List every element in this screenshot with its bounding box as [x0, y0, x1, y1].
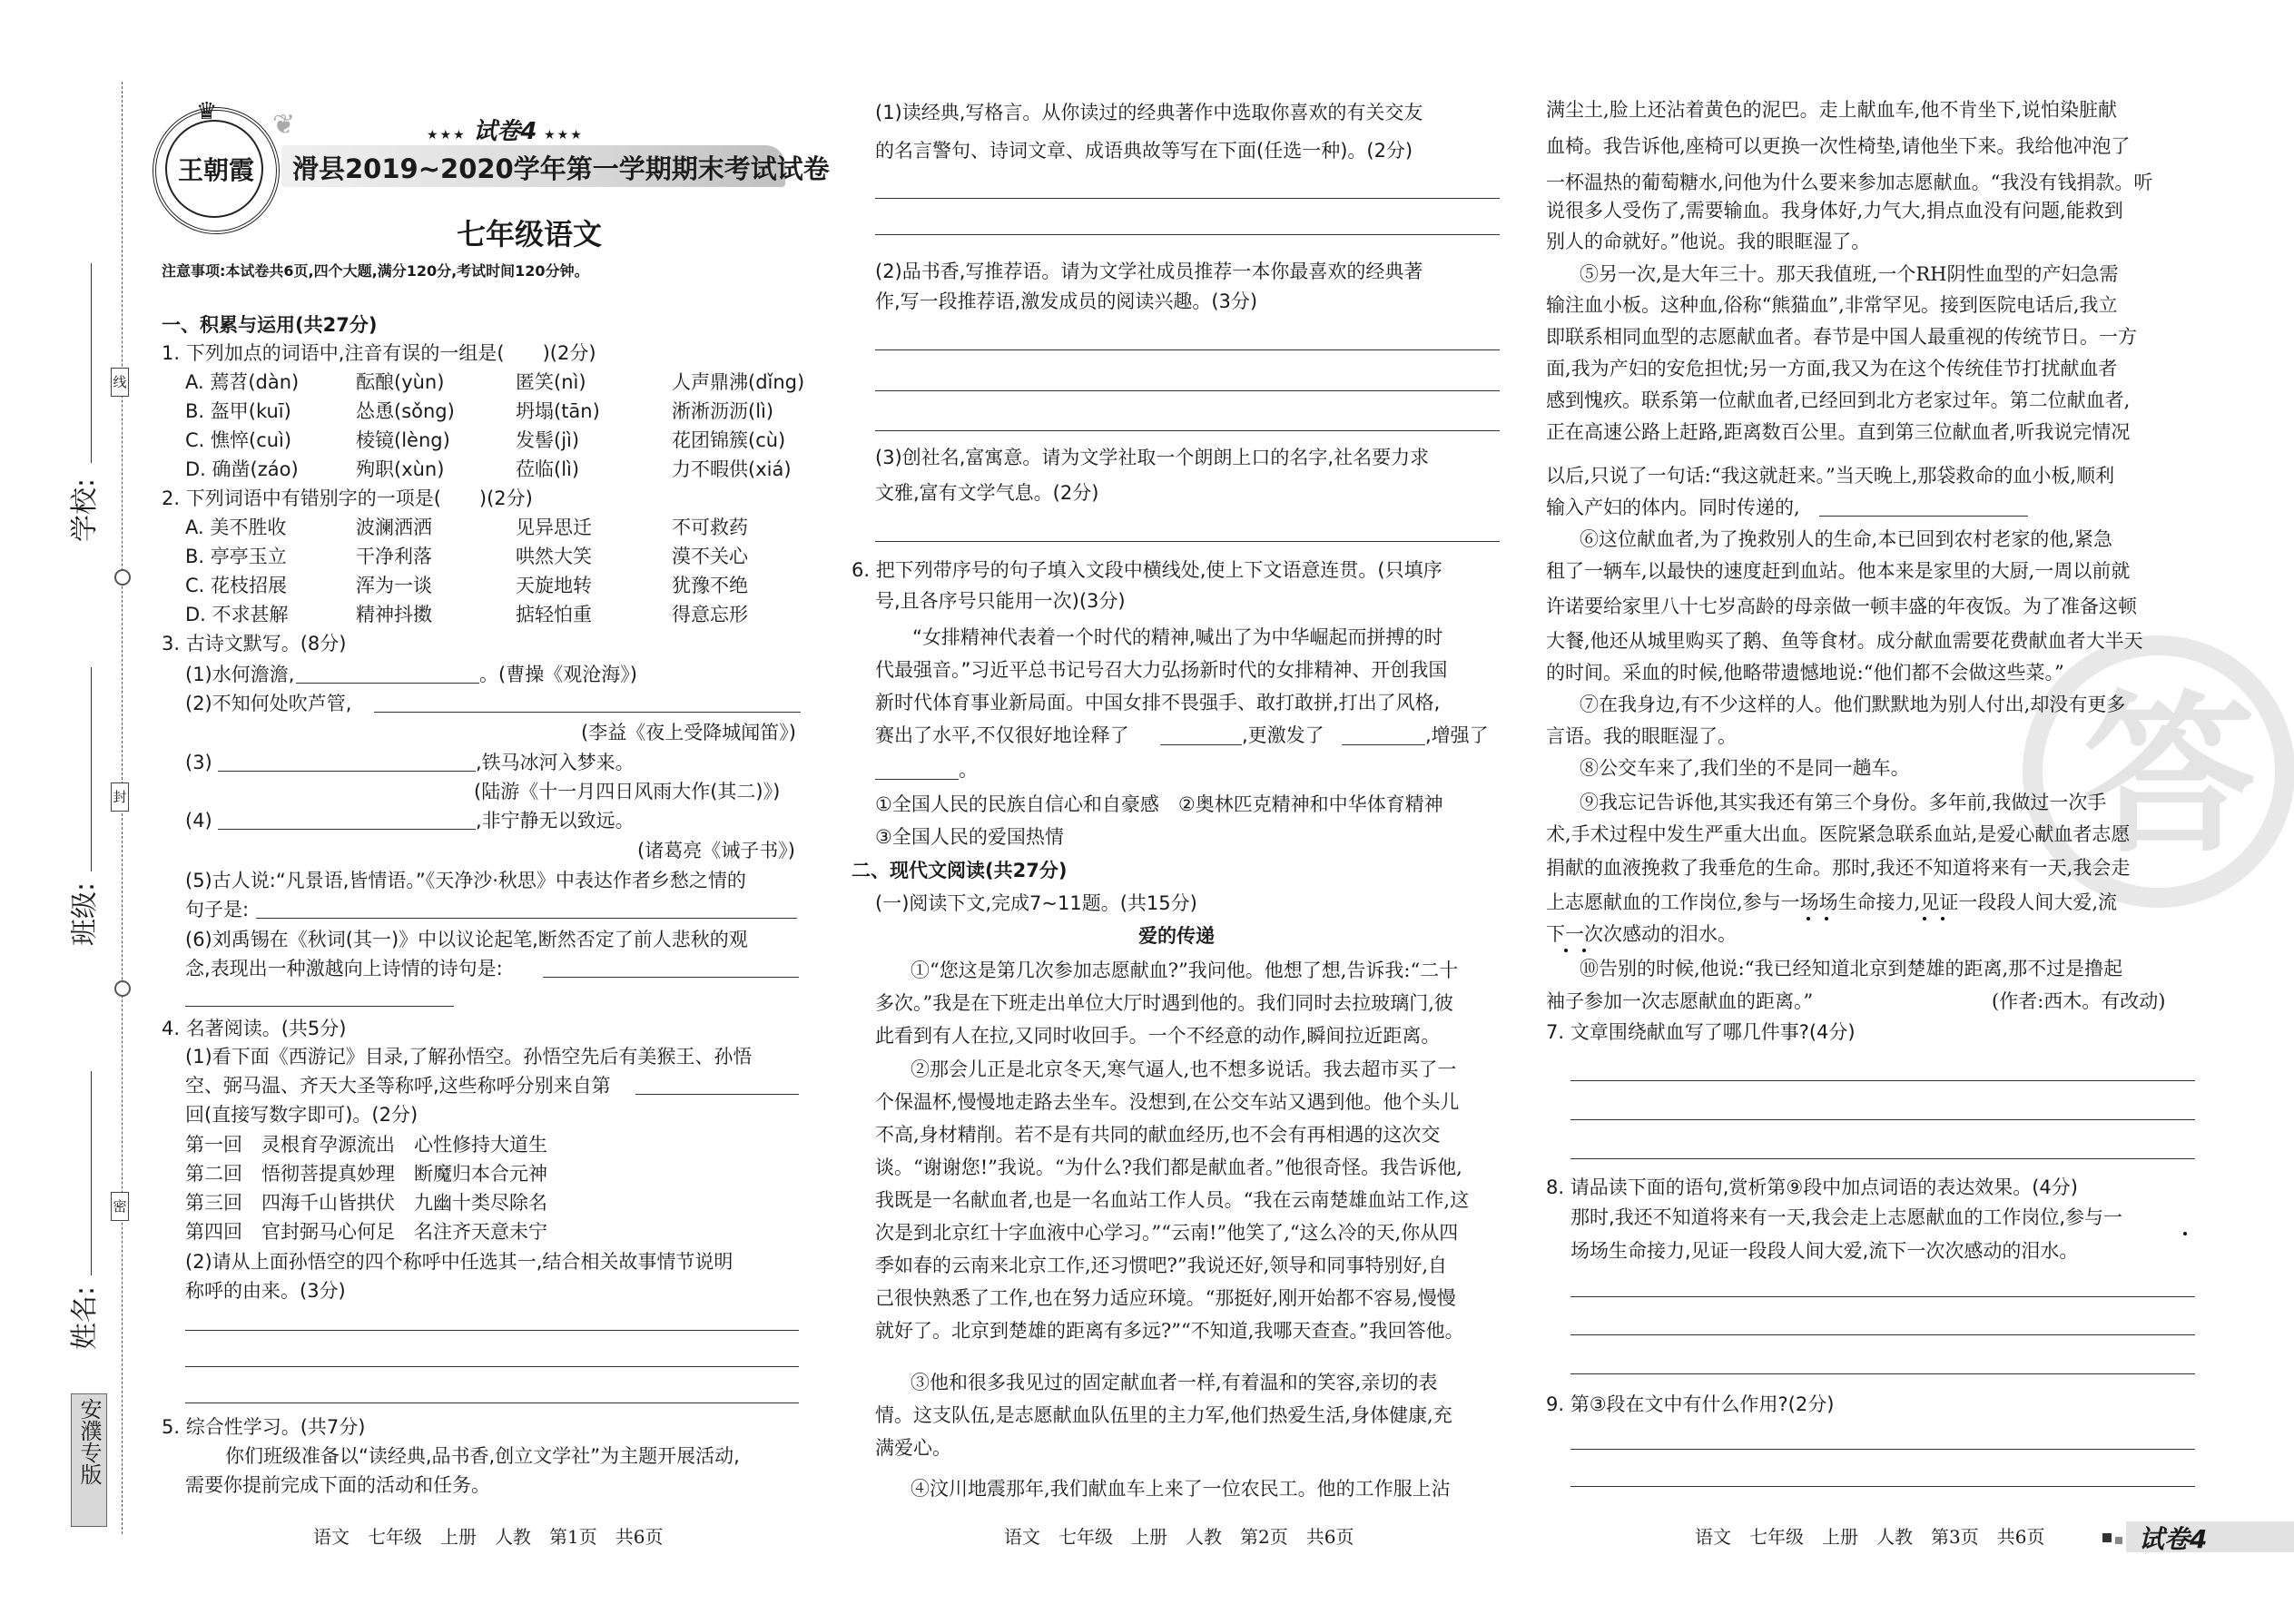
essay-title: 爱的传递	[1138, 925, 1215, 947]
answer-line[interactable]	[875, 234, 1500, 235]
question-6: 6. 把下列带序号的句子填入文段中横线处,使上下文语意连贯。(只填序	[852, 559, 1442, 581]
answer-blank[interactable]	[1160, 744, 1242, 745]
list-item: 第一回 灵根育孕源流出 心性修持大道生	[185, 1134, 547, 1156]
answer-line[interactable]	[296, 683, 479, 684]
name-label: 姓名:	[69, 1285, 102, 1351]
essay-paragraph: 己很快熟悉了工作,也在努力适应环境。“那挺好,刚开始都不容易,慢慢	[875, 1287, 1456, 1309]
essay-paragraph: 以后,只说了一句话:“我这就赶来。”当天晚上,那袋救命的血小板,顺利	[1546, 465, 2115, 487]
q6-passage: 新时代体育事业新局面。中国女排不畏强手、敢打敢拼,打出了风格,	[875, 692, 1441, 714]
essay-paragraph: ④汶川地震那年,我们献血车上来了一位农民工。他的工作服上沾	[911, 1478, 1451, 1500]
square-icon	[2115, 1537, 2122, 1544]
emphasis-dot	[1807, 917, 1810, 920]
q3-3-source: (陆游《十一月四日风雨大作(其二)》)	[474, 781, 781, 802]
answer-line[interactable]	[1570, 1334, 2195, 1335]
emphasis-dot	[1825, 917, 1828, 920]
essay-paragraph: ⑩告别的时候,他说:“我已经知道北京到楚雄的距离,那不过是撸起	[1580, 958, 2123, 979]
essay-paragraph: 满爱心。	[875, 1437, 951, 1459]
q3-4-text-b: ,非宁静无以致远。	[476, 810, 635, 832]
question-1: 1. 下列加点的词语中,注音有误的一组是( )(2分)	[162, 342, 596, 364]
essay-paragraph: ⑧公交车来了,我们坐的不是同一趟车。	[1580, 757, 1910, 779]
list-item: A. 蔫苕(dàn)	[185, 371, 300, 393]
essay-paragraph: 季如春的云南来北京工作,还习惯吧?”我说还好,领导和同事特别好,自	[875, 1255, 1448, 1276]
list-item: D. 不求甚解	[185, 604, 289, 625]
essay-paragraph: 谈。“谢谢您!”我说。“为什么?我们都是献血者。”他很奇怪。我告诉他,	[875, 1156, 1462, 1178]
paper-number-row	[427, 113, 584, 146]
school-field[interactable]	[91, 263, 92, 463]
list-item: 漠不关心	[672, 546, 748, 567]
essay-paragraph: 上志愿献血的工作岗位,参与一场场生命接力,见证一段段人间大爱,流	[1546, 891, 2118, 913]
list-item: 匿笑(nì)	[516, 371, 586, 393]
page-footer: 语文 七年级 上册 人教 第1页 共6页	[313, 1526, 664, 1548]
q3-5-text: (5)古人说:“凡景语,皆情语。”《天净沙·秋思》中表达作者乡愁之情的	[185, 870, 746, 891]
q3-4-text: (4)	[185, 810, 212, 832]
q6-passage: 。	[959, 759, 978, 781]
q6-passage: “女排精神代表着一个时代的精神,喊出了为中华崛起而拼搏的时	[912, 626, 1443, 648]
paper-tag: 试卷4	[2139, 1524, 2208, 1554]
q6-options: ①全国人民的民族自信心和自豪感 ②奥林匹克精神和中华体育精神	[875, 793, 1443, 815]
list-item: 精神抖擞	[356, 604, 432, 625]
q6-passage: 赛出了水平,不仅很好地诠释了	[875, 724, 1129, 746]
q3-3-text-b: ,铁马冰河入梦来。	[476, 752, 635, 773]
answer-line[interactable]	[1570, 1080, 2195, 1081]
stars-right: ★★★	[544, 128, 584, 143]
answer-line[interactable]	[1570, 1158, 2195, 1159]
question-5: 5. 综合性学习。(共7分)	[162, 1416, 366, 1438]
essay-paragraph: 就好了。北京到楚雄的距离有多远?”“不知道,我哪天查查。”我回答他。	[875, 1320, 1464, 1342]
q8-quote: 那时,我还不知道将来有一天,我会走上志愿献血的工作岗位,参与一	[1570, 1206, 2123, 1228]
list-item: 发髻(jì)	[516, 429, 580, 451]
q5-text-b: 需要你提前完成下面的活动和任务。	[185, 1474, 490, 1496]
list-item: D. 确凿(záo)	[185, 458, 299, 480]
q4-2-text: (2)请从上面孙悟空的四个称呼中任选其一,结合相关故事情节说明	[185, 1251, 733, 1273]
answer-line[interactable]	[1570, 1486, 2195, 1487]
essay-paragraph: ⑨我忘记告诉他,其实我还有第三个身份。多年前,我做过一次手	[1580, 792, 2107, 813]
answer-blank[interactable]	[875, 779, 959, 780]
q6-passage: ,更激发了	[1242, 724, 1324, 746]
answer-line[interactable]	[875, 430, 1500, 431]
essay-paragraph: 面,我为产妇的安危担忧;另一方面,我又为在这个传统佳节打扰献血者	[1546, 358, 2118, 379]
essay-paragraph: ⑥这位献血者,为了挽救别人的生命,本已回到农村老家的他,紧急	[1580, 528, 2113, 550]
edition-label: 安濮专版	[76, 1398, 102, 1485]
answer-line[interactable]	[1570, 1119, 2195, 1120]
question-2: 2. 下列词语中有错别字的一项是( )(2分)	[162, 487, 533, 509]
emphasis-dot	[1564, 949, 1568, 952]
q6-passage: ,增强了	[1425, 724, 1489, 746]
section-2-subtitle: (一)阅读下文,完成7~11题。(共15分)	[875, 892, 1197, 914]
question-3: 3. 古诗文默写。(8分)	[162, 633, 347, 655]
q3-6-text: (6)刘禹锡在《秋词(其一)》中以议论起笔,断然否定了前人悲秋的观	[185, 929, 748, 950]
answer-line[interactable]	[1570, 1296, 2195, 1297]
essay-paragraph: 即联系相同血型的志愿献血者。春节是中国人最重视的传统节日。一方	[1546, 326, 2137, 348]
q6-options: ③全国人民的爱国热情	[875, 826, 1064, 848]
list-item: 犹豫不绝	[672, 575, 748, 596]
seal-xian: 线	[111, 368, 129, 397]
list-item: 干净利落	[356, 546, 432, 567]
stars-left: ★★★	[427, 128, 467, 143]
answer-line[interactable]	[185, 1366, 799, 1367]
list-item: C. 憔悴(cuì)	[185, 429, 292, 451]
essay-paragraph: 此看到有人在拉,又同时收回手。一个不经意的动作,瞬间拉近距离。	[875, 1025, 1441, 1047]
list-item: 淅淅沥沥(lì)	[672, 400, 774, 422]
brand-name: 王朝霞	[177, 155, 254, 185]
essay-paragraph: 正在高速公路上赶路,距离数百公里。直到第三位献血者,听我说完情况	[1546, 421, 2131, 443]
section-1-title: 一、积累与运用(共27分)	[162, 314, 378, 336]
crown-icon: ♛	[196, 98, 218, 125]
list-item: 第三回 四海千山皆拱伏 九幽十类尽除名	[185, 1192, 547, 1214]
answer-line[interactable]	[1570, 1449, 2195, 1450]
q5-3-text: (3)创社名,富寓意。请为文学社取一个朗朗上口的名字,社名要力求	[875, 447, 1430, 468]
emphasis-dot	[2183, 1232, 2187, 1235]
essay-paragraph: 血椅。我告诉他,座椅可以更换一次性椅垫,请他坐下来。我给他冲泡了	[1546, 135, 2131, 157]
essay-paragraph: 言语。我的眼眶湿了。	[1546, 725, 1737, 747]
list-item: 酝酿(yùn)	[356, 371, 445, 393]
list-item: 见异思迁	[516, 517, 592, 538]
edition-box	[71, 1393, 107, 1527]
list-item: 不可救药	[672, 517, 748, 538]
essay-paragraph: 术,手术过程中发生严重大出血。医院紧急联系血站,是爱心献血者志愿	[1546, 823, 2131, 845]
section-2-title: 二、现代文阅读(共27分)	[852, 860, 1068, 881]
list-item: 浑为一谈	[356, 575, 432, 596]
paper-number: 试卷4	[473, 118, 537, 145]
page-footer: 语文 七年级 上册 人教 第2页 共6页	[1004, 1526, 1354, 1548]
list-item: 哄然大笑	[516, 546, 592, 567]
question-4: 4. 名著阅读。(共5分)	[162, 1018, 347, 1039]
q5-2-text: (2)品书香,写推荐语。请为文学社成员推荐一本你最喜欢的经典著	[875, 261, 1423, 282]
answer-line[interactable]	[185, 1330, 799, 1331]
binding-hole-icon	[114, 569, 131, 586]
answer-line[interactable]	[1570, 1373, 2195, 1374]
list-item: 得意忘形	[672, 604, 748, 625]
list-item: 力不暇供(xiá)	[672, 458, 792, 480]
q8-quote-b: 场场生命接力,见证一段段人间大爱,流下一次次感动的泪水。	[1570, 1240, 2079, 1262]
class-field[interactable]	[91, 667, 92, 871]
list-item: 波澜洒洒	[356, 517, 432, 538]
essay-paragraph: 输注血小板。这种血,俗称“熊猫血”,非常罕见。接到医院电话后,我立	[1546, 294, 2118, 316]
essay-paragraph: 别人的命就好。”他说。我的眼眶湿了。	[1546, 231, 1871, 252]
essay-paragraph: 感到愧疚。联系第一位献血者,已经回到北方老家过年。第二位献血者,	[1546, 389, 2131, 411]
answer-line[interactable]	[875, 198, 1500, 199]
square-icon	[2102, 1533, 2112, 1542]
q4-1-text-c: 回(直接写数字即可)。(2分)	[185, 1104, 418, 1126]
essay-paragraph: 租了一辆车,以最快的速度赶到血站。他本来是家里的大厨,一周以前就	[1546, 560, 2131, 582]
answer-line[interactable]	[875, 541, 1500, 542]
list-item: B. 亭亭玉立	[185, 546, 287, 567]
essay-paragraph: ①“您这是第几次参加志愿献血?”我问他。他想了想,告诉我:“二十	[911, 960, 1459, 981]
exam-notice: 注意事项:本试卷共6页,四个大题,满分120分,考试时间120分钟。	[162, 262, 589, 280]
essay-paragraph: 满尘土,脸上还沾着黄色的泥巴。走上献血车,他不肯坐下,说怕染脏献	[1546, 99, 2118, 121]
answer-line[interactable]	[218, 771, 476, 772]
list-item: 人声鼎沸(dǐng)	[672, 371, 805, 393]
list-item: B. 盔甲(kuī)	[185, 400, 291, 422]
essay-paragraph: 袖子参加一次志愿献血的距离。”	[1546, 990, 1814, 1012]
list-item: 掂轻怕重	[516, 604, 592, 625]
essay-paragraph: ⑦在我身边,有不少这样的人。他们默默地为别人付出,却没有更多	[1580, 694, 2126, 715]
seal-mi: 密	[111, 1192, 129, 1221]
emphasis-dot	[1941, 917, 1944, 920]
list-item: 第二回 悟彻菩提真妙理 断魔归本合元神	[185, 1163, 547, 1185]
brand-logo	[153, 98, 280, 234]
answer-line[interactable]	[218, 829, 476, 830]
essay-paragraph: 个保温杯,慢慢地走路去坐车。没想到,在公交车站又遇到他。他个头儿	[875, 1091, 1460, 1113]
list-item: A. 美不胜收	[185, 517, 287, 538]
answer-blank[interactable]	[1342, 744, 1425, 745]
list-item: 第四回 官封弼马心何足 名注齐天意未宁	[185, 1221, 547, 1243]
q4-1-text: (1)看下面《西游记》目录,了解孙悟空。孙悟空先后有美猴王、孙悟	[185, 1046, 753, 1068]
answer-line[interactable]	[875, 390, 1500, 391]
answer-line[interactable]	[374, 712, 801, 713]
q3-1-text: (1)水何澹澹,	[185, 664, 295, 685]
watermark-text: 答	[2082, 675, 2256, 876]
q5-1-text: (1)读经典,写格言。从你读过的经典著作中选取你喜欢的有关交友	[875, 102, 1423, 123]
main-title: 滑县2019~2020学年第一学期期末考试试卷	[292, 153, 830, 184]
class-label: 班级:	[69, 881, 102, 947]
answer-line[interactable]	[875, 349, 1500, 350]
list-item: 怂恿(sǒng)	[356, 400, 455, 422]
q4-1-text-b: 空、弼马温、齐天大圣等称呼,这些称呼分别来自第	[185, 1075, 611, 1097]
essay-paragraph: 下一次次感动的泪水。	[1546, 923, 1737, 945]
essay-paragraph: 次是到北京红十字血液中心学习。”“云南!”他笑了,“这么冷的天,你从四	[875, 1222, 1459, 1244]
list-item: 天旋地转	[516, 575, 592, 596]
essay-paragraph: 多次。”我是在下班走出单位大厅时遇到他的。我们同时去拉玻璃门,彼	[875, 992, 1453, 1014]
q3-3-text: (3)	[185, 752, 212, 773]
essay-paragraph: 的时间。采血的时候,他略带遗憾地说:“他们都不会做这些菜。”	[1546, 662, 2064, 684]
q5-text: 你们班级准备以“读经典,品书香,创立文学社”为主题开展活动,	[225, 1445, 740, 1467]
essay-paragraph: 说很多人受伤了,需要输血。我身体好,力气大,捐点血没有问题,能救到	[1546, 200, 2123, 221]
emphasis-dot	[1582, 949, 1586, 952]
question-8: 8. 请品读下面的语句,赏析第⑨段中加点词语的表达效果。(4分)	[1546, 1176, 2078, 1198]
list-item: 棱镜(lèng)	[356, 429, 450, 451]
essay-paragraph: ⑤另一次,是大年三十。那天我值班,一个RH阴性血型的产妇急需	[1580, 263, 2119, 285]
essay-paragraph: 许诺要给家里八十七岁高龄的母亲做一顿丰盛的年夜饭。为了准备这顿	[1546, 595, 2137, 617]
q3-5-text-b: 句子是:	[185, 899, 250, 920]
q3-6-text-b: 念,表现出一种激越向上诗情的诗句是:	[185, 958, 503, 979]
essay-paragraph: 情。这支队伍,是志愿献血队伍里的主力军,他们热爱生活,身体健康,充	[875, 1404, 1452, 1426]
essay-paragraph: ③他和很多我见过的固定献血者一样,有着温和的笑容,亲切的表	[911, 1372, 1438, 1393]
q3-2-text: (2)不知何处吹芦管,	[185, 693, 352, 714]
list-item: 莅临(lì)	[516, 458, 580, 480]
answer-line[interactable]	[185, 1006, 454, 1007]
ribbon-icon: ❦	[272, 109, 296, 141]
list-item: 花团锦簇(cù)	[672, 429, 786, 451]
essay-source: (作者:西木。有改动)	[1992, 990, 2166, 1012]
list-item: 坍塌(tān)	[516, 400, 600, 422]
q3-1-source: 。(曹操《观沧海》)	[479, 664, 637, 685]
essay-paragraph: 捐献的血液挽救了我垂危的生命。那时,我还不知道将来有一天,我会走	[1546, 857, 2131, 879]
q3-2-source: (李益《夜上受降城闻笛》)	[581, 722, 796, 743]
q6-passage: 代最强音。”习近平总书记号召大力弘扬新时代的女排精神、开创我国	[875, 659, 1448, 681]
answer-line[interactable]	[543, 977, 799, 978]
emphasis-dot	[1923, 917, 1926, 920]
q5-3-text-b: 文雅,富有文学气息。(2分)	[875, 482, 1099, 504]
q5-1-text-b: 的名言警句、诗词文章、成语典故等写在下面(任选一种)。(2分)	[875, 140, 1413, 162]
essay-paragraph: 大餐,他还从城里购买了鹅、鱼等食材。成分献血需要花费献血者大半天	[1546, 630, 2143, 652]
answer-blank[interactable]	[1819, 516, 2028, 517]
subject-title: 七年级语文	[457, 217, 603, 251]
page-footer: 语文 七年级 上册 人教 第3页 共6页	[1695, 1526, 2045, 1548]
name-field[interactable]	[91, 1071, 92, 1275]
essay-paragraph: ②那会儿正是北京冬天,寒气逼人,也不想多说话。我去超市买了一	[911, 1058, 1457, 1080]
school-label: 学校:	[69, 477, 102, 543]
essay-paragraph: 不高,身材精削。若不是有共同的献血经历,也不会有再相遇的这次交	[875, 1124, 1441, 1146]
answer-line[interactable]	[635, 1094, 799, 1095]
essay-paragraph: 我既是一名献血者,也是一名血站工作人员。“我在云南楚雄血站工作,这	[875, 1189, 1470, 1211]
list-item: C. 花枝招展	[185, 575, 288, 596]
q5-2-text-b: 作,写一段推荐语,激发成员的阅读兴趣。(3分)	[875, 290, 1258, 312]
seal-feng: 封	[111, 782, 129, 812]
question-6-b: 号,且各序号只能用一次)(3分)	[875, 590, 1126, 612]
answer-line[interactable]	[256, 918, 797, 919]
binding-hole-icon	[114, 980, 131, 997]
q3-4-source: (诸葛亮《诫子书》)	[637, 840, 795, 861]
essay-paragraph: 输入产妇的体内。同时传递的,	[1546, 497, 1800, 518]
question-9: 9. 第③段在文中有什么作用?(2分)	[1546, 1393, 1835, 1415]
q4-2-text-b: 称呼的由来。(3分)	[185, 1280, 346, 1302]
question-7: 7. 文章围绕献血写了哪几件事?(4分)	[1546, 1021, 1856, 1043]
essay-paragraph: 一杯温热的葡萄糖水,问他为什么要来参加志愿献血。“我没有钱捐款。听	[1546, 172, 2153, 193]
list-item: 殉职(xùn)	[356, 458, 445, 480]
